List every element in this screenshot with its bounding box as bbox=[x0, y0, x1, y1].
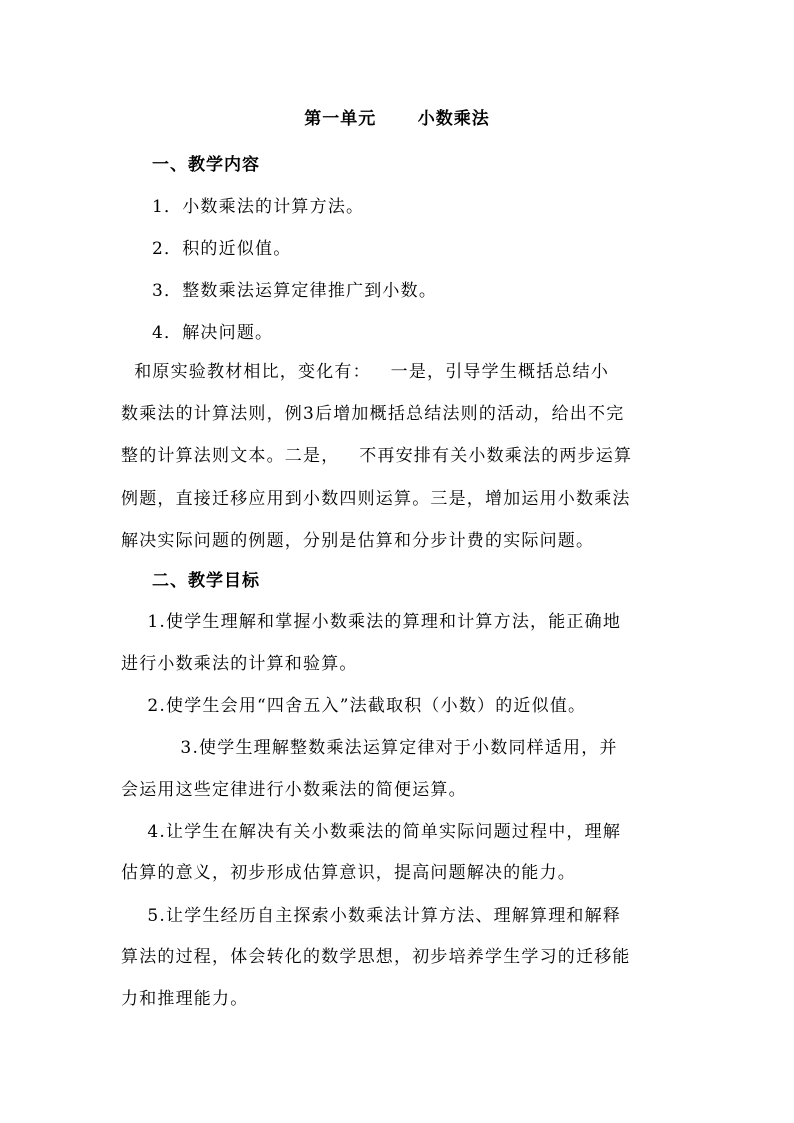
paragraph-line: 力和推理能力。 bbox=[121, 989, 249, 1009]
paragraph-line: 和原实验教材相比，变化有： 一是，引导学生概括总结小 bbox=[121, 362, 610, 382]
paragraph-line: 2.使学生会用“四舍五入”法截取积（小数）的近似值。 bbox=[121, 696, 587, 716]
list-item: 1．小数乘法的计算方法。 bbox=[152, 197, 365, 217]
section-heading-teaching-content: 一、教学内容 bbox=[152, 155, 260, 175]
page-title: 第一单元 小数乘法 bbox=[304, 109, 490, 129]
paragraph-line: 4.让学生在解决有关小数乘法的简单实际问题过程中，理解 bbox=[121, 822, 622, 842]
paragraph-line: 数乘法的计算法则，例3后增加概括总结法则的活动，给出不完 bbox=[121, 404, 625, 424]
paragraph-line: 解决实际问题的例题，分别是估算和分步计费的实际问题。 bbox=[121, 531, 595, 551]
paragraph-line: 估算的意义，初步形成估算意识，提高问题解决的能力。 bbox=[121, 863, 576, 883]
section-heading-teaching-goals: 二、教学目标 bbox=[152, 571, 260, 591]
paragraph-line: 3.使学生理解整数乘法运算定律对于小数同样适用，并 bbox=[121, 738, 618, 758]
paragraph-line: 1.使学生理解和掌握小数乘法的算理和计算方法，能正确地 bbox=[121, 612, 622, 632]
paragraph-line: 进行小数乘法的计算和验算。 bbox=[121, 654, 358, 674]
list-item: 3．整数乘法运算定律推广到小数。 bbox=[152, 281, 438, 301]
list-item: 4．解决问题。 bbox=[152, 323, 274, 343]
paragraph-line: 会运用这些定律进行小数乘法的简便运算。 bbox=[121, 780, 467, 800]
paragraph-line: 5.让学生经历自主探索小数乘法计算方法、理解算理和解释 bbox=[121, 906, 622, 926]
paragraph-line: 算法的过程，体会转化的数学思想，初步培养学生学习的迁移能 bbox=[121, 947, 631, 967]
list-item: 2．积的近似值。 bbox=[152, 239, 292, 259]
paragraph-line: 例题，直接迁移应用到小数四则运算。三是，增加运用小数乘法 bbox=[121, 489, 631, 509]
paragraph-line: 整的计算法则文本。二是， 不再安排有关小数乘法的两步运算 bbox=[121, 446, 633, 466]
